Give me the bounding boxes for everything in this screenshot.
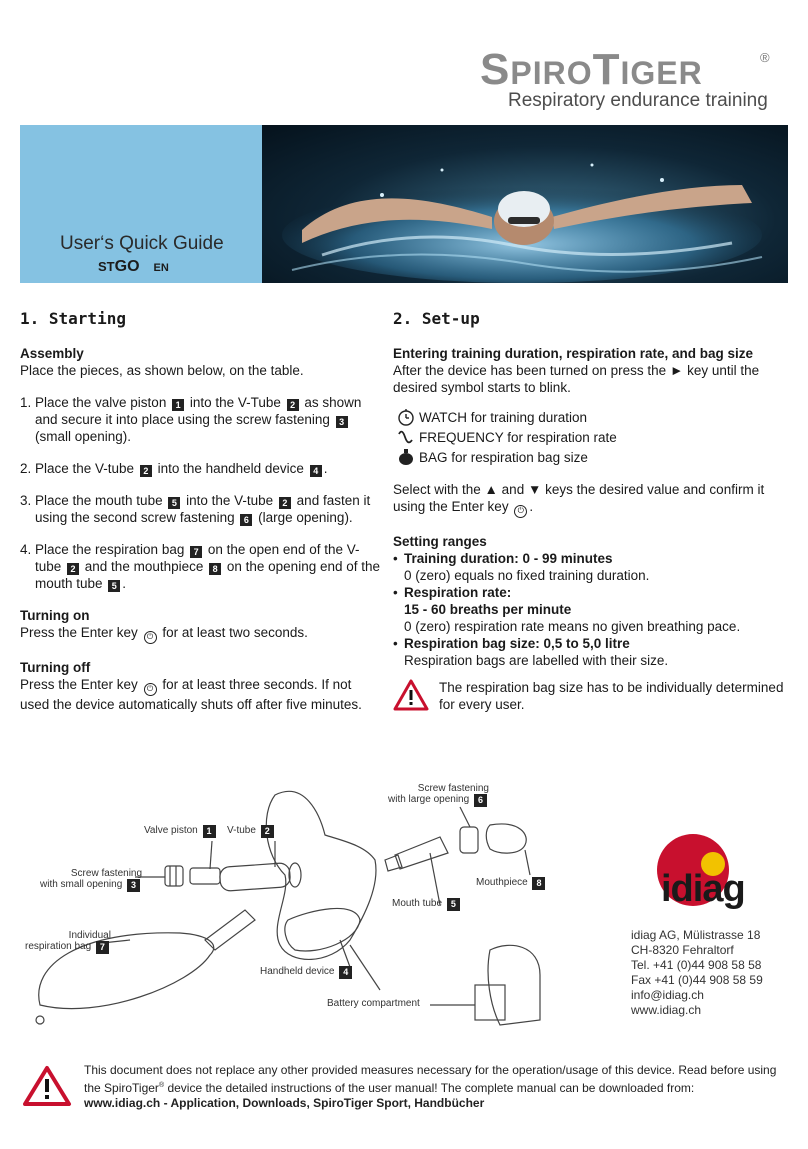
part-number: 4 xyxy=(310,465,322,477)
part-number: 6 xyxy=(240,514,252,526)
email-link[interactable]: info@idiag.ch xyxy=(631,988,704,1002)
enter-key-icon: ⏻ xyxy=(514,505,527,518)
swimmer-photo xyxy=(262,125,788,283)
section-heading: 1. Starting xyxy=(20,309,126,328)
part-number: 3 xyxy=(336,416,348,428)
disclaimer-text: This document does not replace any other provided measures necessary for the operation/usage of this device. Read before using the SpiroTiger® device the detailed instructions of the user manual! The complete manual can be downloaded from: www.idiag.ch - Application, Downloads, SpiroTiger Sport, Handbücher xyxy=(84,1063,777,1110)
section-heading: 2. Set-up xyxy=(393,309,480,328)
part-number: 8 xyxy=(209,563,221,575)
label-mouthpiece: Mouthpiece 8 xyxy=(476,877,547,890)
setup-intro: After the device has been turned on press the ► key until the desired symbol starts to blink. xyxy=(393,363,760,395)
turning-off: Turning off Press the Enter key ⏻ for at least three seconds. If not used the device automatically shuts off after five minutes. xyxy=(20,660,362,712)
download-link[interactable]: www.idiag.ch xyxy=(84,1096,161,1110)
bag-icon xyxy=(393,448,419,466)
brand-name: SPIROTIGER xyxy=(480,45,703,94)
label-handheld-device: Handheld device 4 xyxy=(260,966,354,979)
enter-key-icon: ⏻ xyxy=(144,631,157,644)
symbol-frequency: FREQUENCY for respiration rate xyxy=(393,428,788,446)
model-label: STGO EN xyxy=(98,258,169,275)
company-address: idiag AG, Mülistrasse 18 CH-8320 Fehraltorf Tel. +41 (0)44 908 58 58 Fax +41 (0)44 908 58 59 info@idiag.ch www.idiag.ch xyxy=(631,928,763,1017)
part-number: 2 xyxy=(67,563,79,575)
select-instructions: Select with the ▲ and ▼ keys the desired value and confirm it using the Enter key ⏻ . xyxy=(393,481,788,518)
assembly-diagram xyxy=(20,775,580,1040)
part-number: 5 xyxy=(168,497,180,509)
part-number: 2 xyxy=(279,497,291,509)
frequency-icon xyxy=(393,428,419,446)
assembly-step: 4. Place the respiration bag 7 on the open end of the V-tube 2 and the mouthpiece 8 on the opening end of the mouth tube 5 . xyxy=(20,542,381,591)
setup-subheading: Entering training duration, respiration rate, and bag size xyxy=(393,346,754,361)
label-mouth-tube: Mouth tube 5 xyxy=(392,898,462,911)
label-respiration-bag: Individual respiration bag 7 xyxy=(25,930,111,952)
language-code: EN xyxy=(153,262,169,274)
up-key-icon: ▲ xyxy=(484,482,498,497)
bag-size-warning: The respiration bag size has to be individually determined for every user. xyxy=(393,679,788,715)
guide-title: User‘s Quick Guide xyxy=(60,233,224,254)
label-valve-piston: Valve piston 1 xyxy=(144,825,218,838)
range-item: • Training duration: 0 - 99 minutes 0 (zero) equals no fixed training duration. xyxy=(393,551,650,583)
warning-icon xyxy=(393,679,439,715)
part-number: 2 xyxy=(140,465,152,477)
range-item: • Respiration bag size: 0,5 to 5,0 litre Respiration bags are labelled with their size. xyxy=(393,636,669,668)
assembly-step: 3. Place the mouth tube 5 into the V-tube 2 and fasten it using the second screw fastening 6 (large opening). xyxy=(20,493,371,525)
registered-mark: ® xyxy=(760,50,770,65)
section-starting xyxy=(20,310,380,713)
swimmer-illustration xyxy=(262,125,788,283)
logo-text: idiag xyxy=(661,868,745,910)
part-number: 7 xyxy=(190,546,202,558)
setting-ranges: Setting ranges • Training duration: 0 - 99 minutes 0 (zero) equals no fixed training duration. • Respiration rate: 15 - 60 breaths per minute 0 (zero) respiration rate means no given breathing pace. • Respiration bag size: 0,5 to 5,0 litre Respiration bags are labelled with their size. xyxy=(393,533,788,669)
label-battery-compartment: Battery compartment xyxy=(327,998,420,1009)
watch-icon xyxy=(393,408,419,426)
brand-tagline: Respiratory endurance training xyxy=(508,90,768,111)
symbol-watch: WATCH for training duration xyxy=(393,408,788,426)
brand-logo xyxy=(480,45,780,111)
assembly-steps xyxy=(20,394,380,592)
part-number: 2 xyxy=(287,399,299,411)
assembly-drawing xyxy=(20,775,580,1040)
header-banner xyxy=(20,125,788,283)
warning-icon xyxy=(22,1065,72,1112)
idiag-logo xyxy=(655,828,775,918)
turning-on: Turning on Press the Enter key ⏻ for at least two seconds. xyxy=(20,607,380,644)
label-screw-large: Screw fastening with large opening 6 xyxy=(388,783,489,805)
range-item: • Respiration rate: 15 - 60 breaths per minute 0 (zero) respiration rate means no given breathing pace. xyxy=(393,585,741,634)
assembly-heading: Assembly xyxy=(20,346,84,361)
website-link[interactable]: www.idiag.ch xyxy=(631,1003,702,1017)
part-number: 1 xyxy=(172,399,184,411)
symbol-bag: BAG for respiration bag size xyxy=(393,448,788,466)
assembly-intro: Place the pieces, as shown below, on the table. xyxy=(20,363,304,378)
label-screw-small: Screw fastening with small opening 3 xyxy=(40,868,143,890)
label-v-tube: V-tube 2 xyxy=(227,825,276,838)
part-number: 5 xyxy=(108,580,120,592)
assembly-step: 1. Place the valve piston 1 into the V-Tube 2 as shown and secure it into place using the screw fastening 3 (small opening). xyxy=(20,395,362,444)
section-setup xyxy=(393,310,788,715)
right-arrow-key-icon: ► xyxy=(669,363,684,378)
down-key-icon: ▼ xyxy=(527,482,542,497)
symbol-list xyxy=(393,408,788,466)
enter-key-icon: ⏻ xyxy=(144,683,157,696)
assembly-step: 2. Place the V-tube 2 into the handheld device 4 . xyxy=(20,461,328,476)
